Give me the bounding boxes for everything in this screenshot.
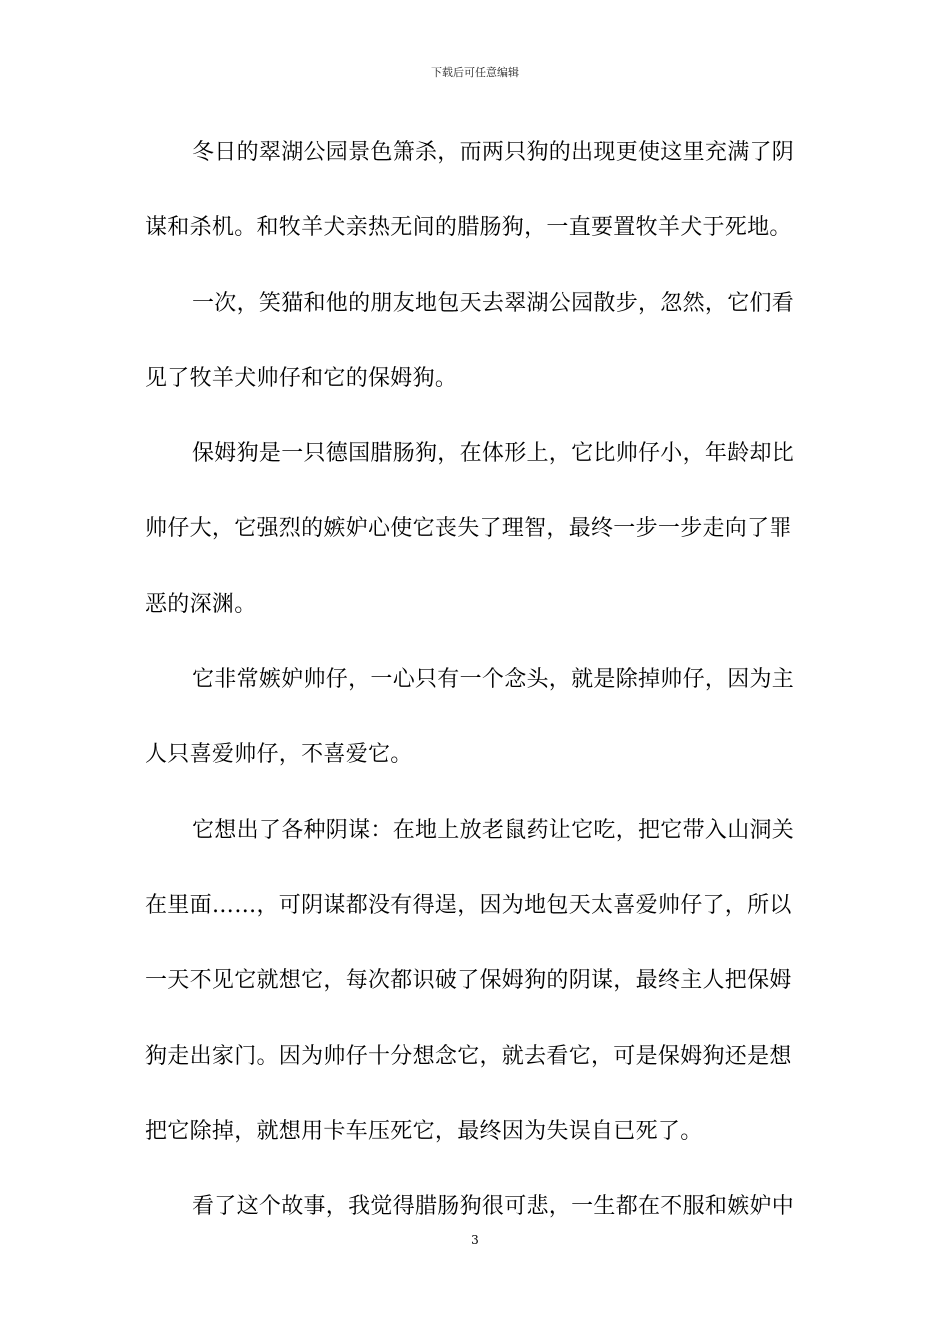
page-number: 3 [471, 1233, 479, 1247]
paragraph-5-line-3: 一天不见它就想它，每次都识破了保姆狗的阴谋，最终主人把保姆 [145, 968, 792, 994]
paragraph-5-line-2: 在里面……，可阴谋都没有得逞，因为地包天太喜爱帅仔了，所以 [145, 892, 792, 918]
paragraph-5-line-5: 把它除掉，就想用卡车压死它，最终因为失误自已死了。 [145, 1118, 703, 1144]
paragraph-4-line-2: 人只喜爱帅仔，不喜爱它。 [145, 742, 413, 768]
paragraph-3-line-2: 帅仔大，它强烈的嫉妒心使它丧失了理智，最终一步一步走向了罪 [145, 516, 792, 542]
paragraph-1-line-2: 谋和杀机。和牧羊犬亲热无间的腊肠狗，一直要置牧羊犬于死地。 [145, 215, 792, 241]
paragraph-6-line-1: 看了这个故事，我觉得腊肠狗很可悲，一生都在不服和嫉妒中 [192, 1194, 795, 1220]
page-header: 下载后可任意编辑 [431, 66, 519, 79]
paragraph-5-line-4: 狗走出家门。因为帅仔十分想念它，就去看它，可是保姆狗还是想 [145, 1043, 792, 1069]
paragraph-2-line-2: 见了牧羊犬帅仔和它的保姆狗。 [145, 365, 458, 391]
paragraph-5-line-1: 它想出了各种阴谋：在地上放老鼠药让它吃，把它带入山洞关 [192, 817, 795, 843]
paragraph-1-line-1: 冬日的翠湖公园景色箫杀，而两只狗的出现更使这里充满了阴 [192, 140, 795, 165]
paragraph-2-line-1: 一次，笑猫和他的朋友地包天去翠湖公园散步，忽然，它们看 [192, 290, 795, 316]
paragraph-4-line-1: 它非常嫉妒帅仔，一心只有一个念头，就是除掉帅仔，因为主 [192, 667, 795, 693]
paragraph-3-line-1: 保姆狗是一只德国腊肠狗，在体形上，它比帅仔小，年龄却比 [192, 441, 795, 467]
document-body [145, 128, 810, 1257]
paragraph-3-line-3: 恶的深渊。 [145, 591, 257, 617]
